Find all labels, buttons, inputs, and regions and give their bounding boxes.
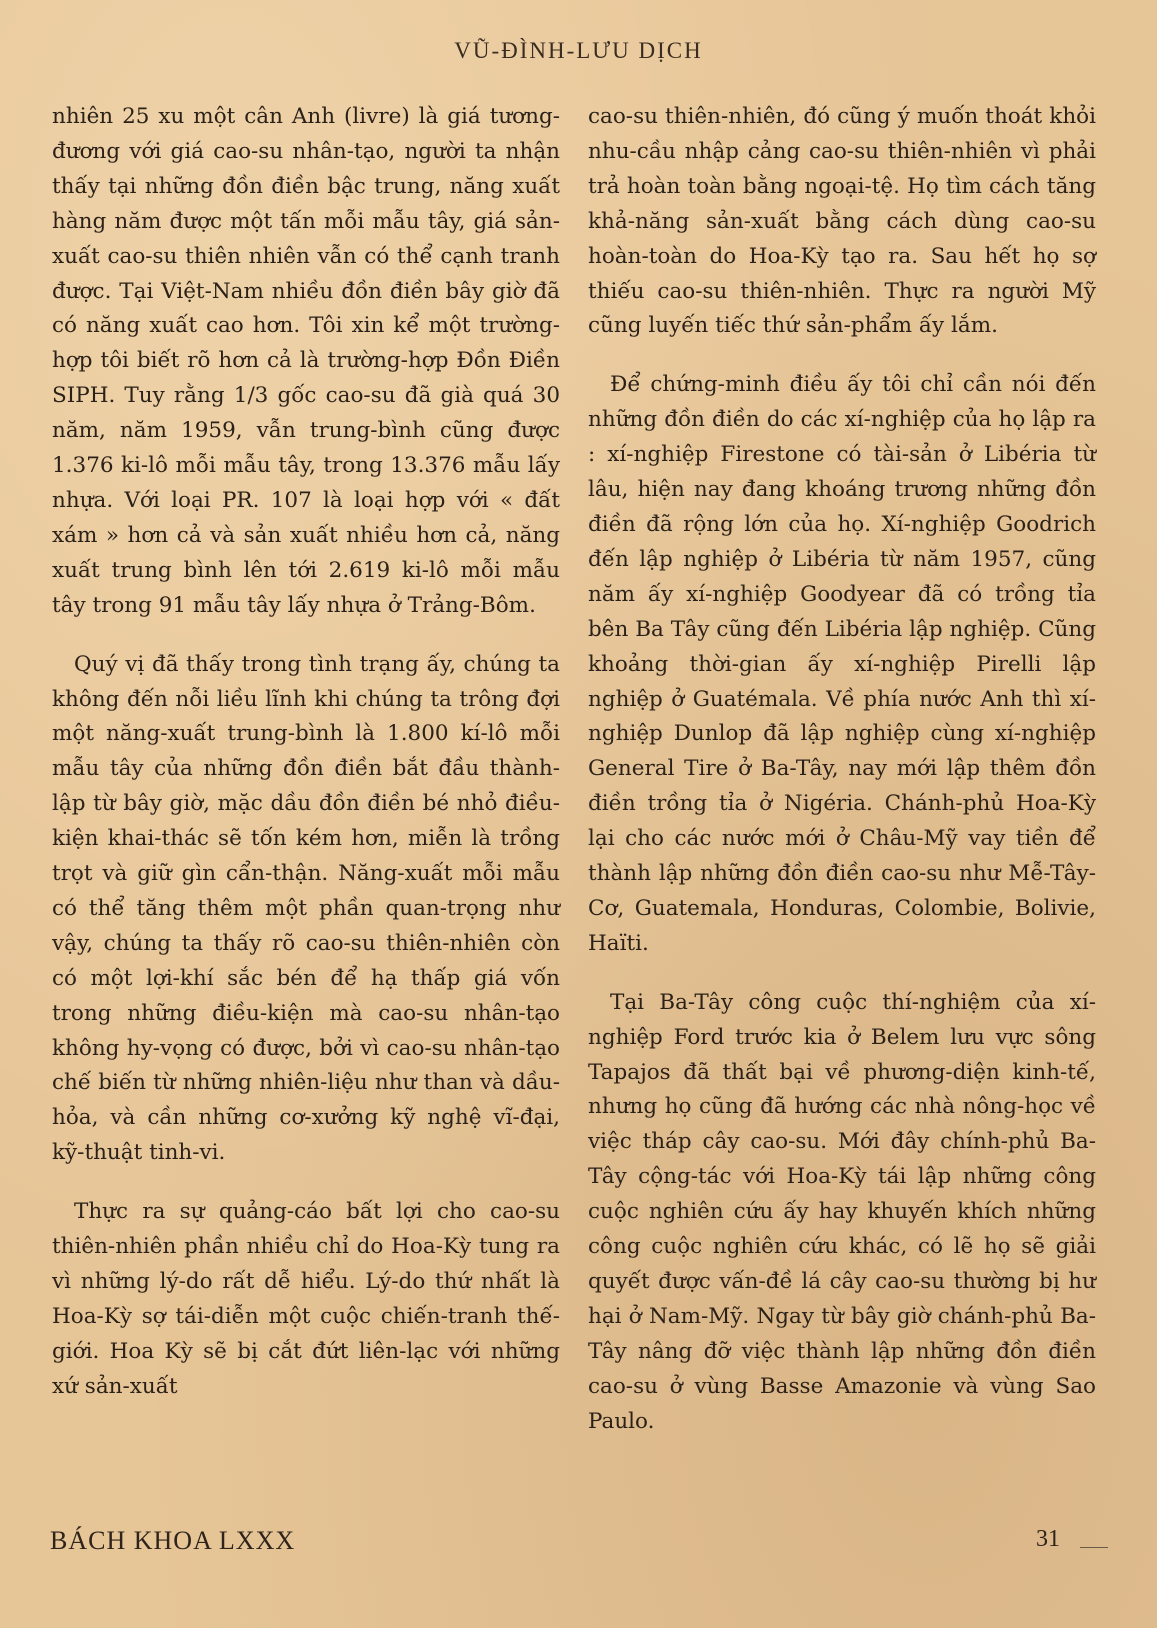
paragraph: Thực ra sự quảng-cáo bất lợi cho cao-su thiên-nhiên phần nhiều chỉ do Hoa-Kỳ tung ra vì những lý-do rất dễ hiểu. Lý-do thứ nhất là Hoa-Kỳ sợ tái-diễn một cuộc chiến-tranh thế-giới. Hoa Kỳ sẽ bị cắt đứt liên-lạc với những xứ sản-xuất bbox=[52, 1199, 560, 1399]
footer-rule bbox=[1080, 1547, 1108, 1548]
paragraph: nhiên 25 xu một cân Anh (livre) là giá tương-đương với giá cao-su nhân-tạo, người ta nhận thấy tại những đồn điền bậc trung, năng xuất hàng năm được một tấn mỗi mẫu tây, giá sản-xuất cao-su thiên nhiên vẫn có thể cạnh tranh được. Tại Việt-Nam nhiều đồn điền bây giờ đã có năng xuất cao hơn. Tôi xin kể một trường-hợp tôi biết rõ hơn cả là trường-hợp Đồn Điền SIPH. Tuy rằng 1/3 gốc cao-su đã già quá 30 năm, năm 1959, vẫn trung-bình cũng được 1.376 ki-lô mỗi mẫu tây, trong 13.376 mẫu lấy nhựa. Với loại PR. 107 là loại hợp với « đất xám » hơn cả và sản xuất nhiều hơn cả, năng xuất trung bình lên tới 2.619 ki-lô mỗi mẫu tây trong 91 mẫu tây lấy nhựa ở Trảng-Bôm. bbox=[52, 104, 560, 618]
left-column bbox=[52, 100, 560, 1429]
running-title: VŨ-ĐÌNH-LƯU DỊCH bbox=[454, 38, 703, 63]
page-number: 31 bbox=[1036, 1526, 1060, 1552]
paragraph: Để chứng-minh điều ấy tôi chỉ cần nói đến những đồn điền do các xí-nghiệp của họ lập ra : xí-nghiệp Firestone có tài-sản ở Libéria từ lâu, hiện nay đang khoáng trương những đồn điền đã rộng lớn của họ. Xí-nghiệp Goodrich đến lập nghiệp ở Libéria từ năm 1957, cũng năm ấy xí-nghiệp Goodyear đã có trồng tỉa bên Ba Tây cũng đến Libéria lập nghiệp. Cũng khoảng thời-gian ấy xí-nghiệp Pirelli lập nghiệp ở Guatémala. Về phía nước Anh thì xí-nghiệp Dunlop đã lập nghiệp cùng xí-nghiệp General Tire ở Ba-Tây, nay mới lập thêm đồn điền trồng tỉa ở Nigéria. Chánh-phủ Hoa-Kỳ lại cho các nước mới ở Châu-Mỹ vay tiền để thành lập những đồn điền cao-su như Mễ-Tây-Cơ, Guatemala, Honduras, Colombie, Bolivie, Haïti. bbox=[588, 372, 1096, 956]
right-column bbox=[588, 100, 1096, 1464]
paragraph: Tại Ba-Tây công cuộc thí-nghiệm của xí-nghiệp Ford trước kia ở Belem lưu vực sông Tapajos đã thất bại về phương-diện kinh-tế, nhưng họ cũng đã hướng các nhà nông-học về việc tháp cây cao-su. Mới đây chính-phủ Ba-Tây cộng-tác với Hoa-Kỳ tái lập những công cuộc nghiên cứu ấy hay khuyến khích những công cuộc nghiên cứu khác, có lẽ họ sẽ giải quyết được vấn-đề lá cây cao-su thường bị hư hại ở Nam-Mỹ. Ngay từ bây giờ chánh-phủ Ba-Tây nâng đỡ việc thành lập những đồn điền cao-su ở vùng Basse Amazonie và vùng Sao Paulo. bbox=[588, 989, 1096, 1434]
paragraph: cao-su thiên-nhiên, đó cũng ý muốn thoát khỏi nhu-cầu nhập cảng cao-su thiên-nhiên vì phải trả hoàn toàn bằng ngoại-tệ. Họ tìm cách tăng khả-năng sản-xuất bằng cách dùng cao-su hoàn-toàn do Hoa-Kỳ tạo ra. Sau hết họ sợ thiếu cao-su thiên-nhiên. Thực ra người Mỹ cũng luyến tiếc thứ sản-phẩm ấy lắm. bbox=[588, 104, 1096, 339]
paragraph: Quý vị đã thấy trong tình trạng ấy, chúng ta không đến nỗi liều lĩnh khi chúng ta trông đợi một năng-xuất trung-bình là 1.800 kí-lô mỗi mẫu tây của những đồn điền bắt đầu thành-lập từ bây giờ, mặc dầu đồn điền bé nhỏ điều-kiện khai-thác sẽ tốn kém hơn, miễn là trồng trọt và giữ gìn cẩn-thận. Năng-xuất mỗi mẫu có thể tăng thêm một phần quan-trọng như vậy, chúng ta thấy rõ cao-su thiên-nhiên còn có một lợi-khí sắc bén để hạ thấp giá vốn trong những điều-kiện mà cao-su nhân-tạo không hy-vọng có được, bởi vì cao-su nhân-tạo chế biến từ những nhiên-liệu như than và dầu-hỏa, và cần những cơ-xưởng kỹ nghệ vĩ-đại, kỹ-thuật tinh-vi. bbox=[52, 651, 560, 1166]
magazine-title: BÁCH KHOA LXXX bbox=[50, 1526, 296, 1555]
